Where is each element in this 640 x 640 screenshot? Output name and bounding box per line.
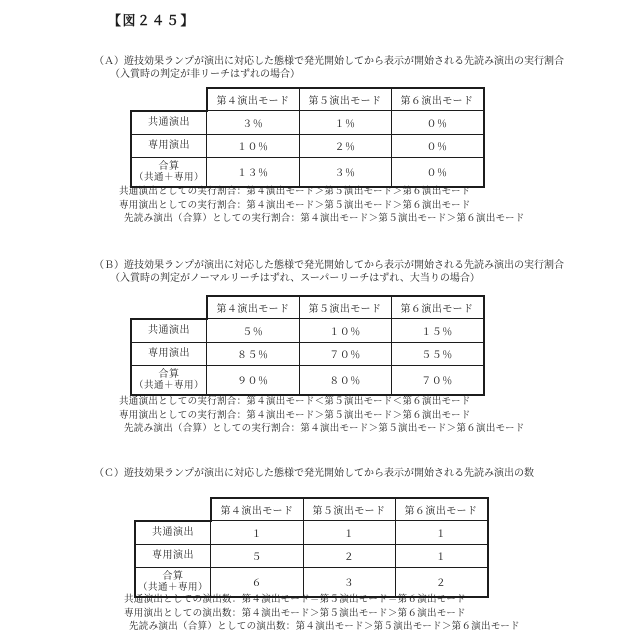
- execution-rate-table-b: [130, 295, 485, 396]
- section-a-heading: [94, 55, 564, 81]
- value-cell: １３％: [207, 157, 300, 187]
- value-cell: ２％: [299, 134, 391, 157]
- value-cell: １: [211, 521, 304, 545]
- value-cell: ５: [211, 544, 304, 567]
- section-a-heading-line2: （入賞時の判定が非リーチはずれの場合）: [110, 69, 300, 80]
- row-header-total: 合算 （共通＋専用）: [131, 365, 207, 395]
- note-line: 先読み演出（合算）としての演出数：第４演出モード＞第５演出モード＞第６演出モード: [129, 621, 520, 632]
- note-line: 共通演出としての実行割合：第４演出モード＜第５演出モード＜第６演出モード: [119, 396, 471, 407]
- value-cell: １: [395, 521, 488, 545]
- col-header-mode4: 第４演出モード: [211, 498, 304, 521]
- col-header-mode4: 第４演出モード: [207, 296, 300, 319]
- section-b-heading: [94, 259, 564, 285]
- count-table-c: [134, 497, 489, 598]
- col-header-mode5: 第５演出モード: [299, 88, 391, 111]
- col-header-mode5: 第５演出モード: [299, 296, 391, 319]
- corner-cell: [135, 498, 211, 521]
- note-line: 専用演出としての演出数：第４演出モード＞第５演出モード＞第６演出モード: [124, 607, 466, 619]
- col-header-mode6: 第６演出モード: [391, 88, 484, 111]
- value-cell: ０％: [391, 111, 484, 135]
- section-c-notes: [124, 593, 520, 634]
- col-header-mode4: 第４演出モード: [207, 88, 300, 111]
- section-c-heading-line1: （Ｃ）遊技効果ランプが演出に対応した態様で発光開始してから表示が開始される先読み演出の数: [94, 468, 534, 479]
- row-header-common: 共通演出: [135, 521, 211, 545]
- value-cell: ２: [303, 544, 395, 567]
- note-line: 先読み演出（合算）としての実行割合：第４演出モード＞第５演出モード＞第６演出モード: [124, 213, 525, 224]
- note-line: 先読み演出（合算）としての実行割合：第４演出モード＞第５演出モード＞第６演出モード: [124, 423, 525, 434]
- section-a-heading-line1: （Ａ）遊技効果ランプが演出に対応した態様で発光開始してから表示が開始される先読み演出の実行割合: [94, 56, 564, 67]
- value-cell: ８０％: [299, 365, 391, 395]
- col-header-mode6: 第６演出モード: [391, 296, 484, 319]
- value-cell: ７０％: [299, 342, 391, 365]
- note-line: 共通演出としての演出数：第４演出モード＝第５演出モード＝第６演出モード: [124, 594, 466, 605]
- figure-title: 【図２４５】: [108, 14, 196, 29]
- section-b-notes: [119, 395, 525, 436]
- note-line: 共通演出としての実行割合：第４演出モード＞第５演出モード＞第６演出モード: [119, 186, 471, 197]
- value-cell: ９０％: [207, 365, 300, 395]
- value-cell: ２: [395, 567, 488, 597]
- row-header-total: 合算 （共通＋専用）: [135, 567, 211, 597]
- corner-cell: [131, 88, 207, 111]
- value-cell: ５％: [207, 319, 300, 343]
- value-cell: １５％: [391, 319, 484, 343]
- value-cell: １０％: [299, 319, 391, 343]
- row-header-common: 共通演出: [131, 319, 207, 343]
- row-header-dedicated: 専用演出: [131, 342, 207, 365]
- note-line: 専用演出としての実行割合：第４演出モード＞第５演出モード＞第６演出モード: [119, 199, 471, 211]
- value-cell: ０％: [391, 134, 484, 157]
- col-header-mode5: 第５演出モード: [303, 498, 395, 521]
- value-cell: ６: [211, 567, 304, 597]
- section-c-heading: [94, 467, 534, 480]
- section-a-notes: [119, 185, 525, 226]
- value-cell: ３％: [207, 111, 300, 135]
- value-cell: １: [395, 544, 488, 567]
- value-cell: ８５％: [207, 342, 300, 365]
- section-b-heading-line2: （入賞時の判定がノーマルリーチはずれ、スーパーリーチはずれ、大当りの場合）: [110, 273, 480, 284]
- corner-cell: [131, 296, 207, 319]
- value-cell: １: [303, 521, 395, 545]
- value-cell: １％: [299, 111, 391, 135]
- section-b-heading-line1: （Ｂ）遊技効果ランプが演出に対応した態様で発光開始してから表示が開始される先読み演出の実行割合: [94, 260, 564, 271]
- row-header-common: 共通演出: [131, 111, 207, 135]
- execution-rate-table-a: [130, 87, 485, 188]
- value-cell: ５５％: [391, 342, 484, 365]
- value-cell: １０％: [207, 134, 300, 157]
- value-cell: ７０％: [391, 365, 484, 395]
- row-header-dedicated: 専用演出: [131, 134, 207, 157]
- row-header-total: 合算 （共通＋専用）: [131, 157, 207, 187]
- row-header-dedicated: 専用演出: [135, 544, 211, 567]
- col-header-mode6: 第６演出モード: [395, 498, 488, 521]
- value-cell: ３％: [299, 157, 391, 187]
- value-cell: ０％: [391, 157, 484, 187]
- value-cell: ３: [303, 567, 395, 597]
- note-line: 専用演出としての実行割合：第４演出モード＞第５演出モード＞第６演出モード: [119, 409, 471, 421]
